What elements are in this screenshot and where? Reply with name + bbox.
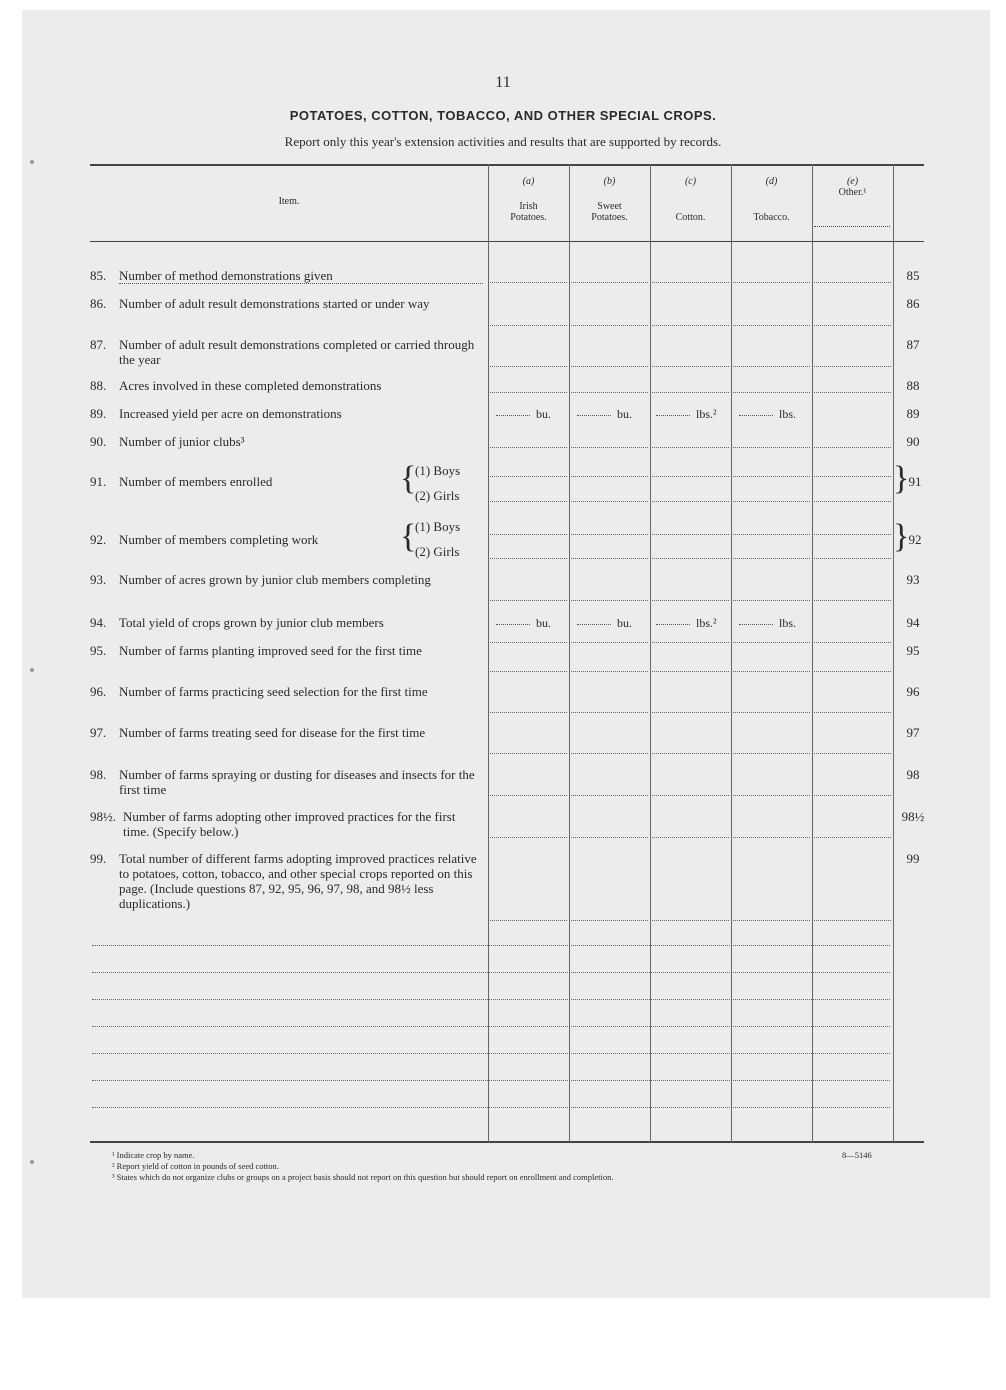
entry-line: [733, 392, 810, 393]
entry-line: [571, 712, 648, 713]
specify-line: [92, 1026, 890, 1027]
column-divider: [488, 164, 489, 1142]
footnote: ² Report yield of cotton in pounds of seed cotton.: [112, 1161, 279, 1171]
entry-line: [490, 366, 567, 367]
column-divider: [650, 164, 651, 1142]
entry-line: [733, 476, 810, 477]
header-rule: [90, 241, 924, 242]
entry-line: [652, 558, 729, 559]
unit-bu: bu.: [577, 407, 632, 422]
entry-line: [733, 753, 810, 754]
entry-line: [814, 476, 891, 477]
unit-lbs: lbs.²: [656, 616, 717, 631]
row-number: 85: [906, 268, 920, 283]
entry-line: [571, 366, 648, 367]
specify-line: [92, 1080, 890, 1081]
entry-line: [733, 558, 810, 559]
sub-label-girls: (2) Girls: [415, 488, 460, 503]
entry-line: [733, 366, 810, 367]
column-header-cotton: (c) Cotton.: [675, 176, 706, 223]
entry-line: [571, 392, 648, 393]
entry-line: [733, 920, 810, 921]
unit-lbs: lbs.²: [656, 407, 717, 422]
entry-line: [571, 920, 648, 921]
entry-line: [814, 501, 891, 502]
entry-line: [814, 392, 891, 393]
entry-line: [490, 920, 567, 921]
entry-line: [733, 642, 810, 643]
specify-line: [92, 1053, 890, 1054]
row-number: 91: [908, 474, 922, 489]
row-number: 97: [906, 725, 920, 740]
row-number: 88: [906, 378, 920, 393]
entry-line: [571, 447, 648, 448]
row-number: 86: [906, 296, 920, 311]
row-number: 98½: [901, 809, 925, 824]
entry-line: [652, 795, 729, 796]
entry-line: [490, 837, 567, 838]
margin-mark: [30, 160, 34, 164]
row-number: 87: [906, 337, 920, 352]
column-header-sweet-potatoes: (b) Sweet Potatoes.: [591, 176, 628, 223]
column-divider: [569, 164, 570, 1142]
entry-line: [733, 712, 810, 713]
entry-line: [571, 795, 648, 796]
entry-line: [571, 501, 648, 502]
sub-label-boys: (1) Boys: [415, 519, 461, 534]
entry-line: [814, 447, 891, 448]
page-number: 11: [495, 74, 511, 91]
specify-line: [92, 945, 890, 946]
entry-line: [814, 712, 891, 713]
entry-line: [490, 642, 567, 643]
entry-line: [733, 671, 810, 672]
entry-line: [652, 476, 729, 477]
entry-line: [490, 558, 567, 559]
entry-line: [490, 282, 567, 283]
row-number: 93: [906, 572, 920, 587]
row-number: 94: [906, 615, 920, 630]
entry-line: [652, 392, 729, 393]
footnote: ¹ Indicate crop by name.: [112, 1150, 195, 1160]
entry-line: [652, 325, 729, 326]
entry-line: [652, 712, 729, 713]
form-code: 8—5146: [842, 1150, 872, 1160]
entry-line: [733, 447, 810, 448]
unit-bu: bu.: [496, 616, 551, 631]
entry-line: [814, 753, 891, 754]
entry-line: [733, 600, 810, 601]
row-number: 98: [906, 767, 920, 782]
entry-line: [490, 671, 567, 672]
sub-label-girls: (2) Girls: [415, 544, 460, 559]
table-bottom-rule: [90, 1141, 924, 1143]
entry-line: [490, 325, 567, 326]
margin-mark: [30, 668, 34, 672]
entry-line: [814, 600, 891, 601]
entry-line: [733, 325, 810, 326]
column-divider: [893, 164, 894, 1142]
page-subtitle: Report only this year's extension activities and results that are supported by records.: [284, 134, 722, 149]
entry-line: [814, 671, 891, 672]
unit-lbs: lbs.: [739, 407, 796, 422]
entry-line: [490, 476, 567, 477]
brace: }: [893, 460, 910, 497]
entry-line: [652, 837, 729, 838]
entry-line: [571, 671, 648, 672]
entry-line: [490, 795, 567, 796]
entry-line: [652, 600, 729, 601]
entry-line: [571, 558, 648, 559]
sub-label-boys: (1) Boys: [415, 463, 461, 478]
margin-mark: [30, 1160, 34, 1164]
page-title: POTATOES, COTTON, TOBACCO, AND OTHER SPECIAL CROPS.: [289, 108, 717, 123]
entry-line: [652, 282, 729, 283]
unit-bu: bu.: [496, 407, 551, 422]
unit-bu: bu.: [577, 616, 632, 631]
entry-line: [814, 920, 891, 921]
table-top-rule: [90, 164, 924, 166]
specify-line: [92, 999, 890, 1000]
entry-line: [490, 753, 567, 754]
brace: }: [893, 518, 910, 555]
entry-line: [490, 501, 567, 502]
row-number: 90: [906, 434, 920, 449]
entry-line: [490, 534, 567, 535]
entry-line: [814, 366, 891, 367]
entry-line: [733, 501, 810, 502]
footnote: ³ States which do not organize clubs or groups on a project basis should not report on this question but should report on enrollment and completion.: [112, 1172, 614, 1182]
entry-line: [490, 392, 567, 393]
entry-line: [814, 558, 891, 559]
entry-line: [814, 534, 891, 535]
entry-line: [814, 325, 891, 326]
entry-line: [652, 671, 729, 672]
entry-line: [571, 534, 648, 535]
column-header-other: (e) Other.¹: [838, 176, 867, 198]
entry-line: [490, 447, 567, 448]
row-number: 96: [906, 684, 920, 699]
entry-line: [733, 534, 810, 535]
row-number: 99: [906, 851, 920, 866]
entry-line: [814, 642, 891, 643]
entry-line: [571, 282, 648, 283]
brace: {: [400, 460, 417, 497]
row-number: 95: [906, 643, 920, 658]
column-divider: [731, 164, 732, 1142]
entry-line: [490, 600, 567, 601]
item-column-header: Item.: [278, 196, 300, 207]
specify-line: [92, 1107, 890, 1108]
entry-line: [652, 501, 729, 502]
column-header-irish-potatoes: (a) Irish Potatoes.: [510, 176, 547, 223]
entry-line: [733, 795, 810, 796]
entry-line: [571, 600, 648, 601]
entry-line: [652, 447, 729, 448]
row-number: 92: [908, 532, 922, 547]
specify-line: [92, 972, 890, 973]
entry-line: [814, 795, 891, 796]
entry-line: [652, 534, 729, 535]
unit-lbs: lbs.: [739, 616, 796, 631]
column-header-tobacco: (d) Tobacco.: [753, 176, 790, 223]
entry-line: [814, 282, 891, 283]
entry-line: [571, 476, 648, 477]
other-crop-name-line: [814, 226, 890, 227]
entry-line: [814, 837, 891, 838]
column-divider: [812, 164, 813, 1142]
entry-line: [490, 712, 567, 713]
row-number: 89: [906, 406, 920, 421]
entry-line: [571, 753, 648, 754]
entry-line: [571, 837, 648, 838]
entry-line: [652, 920, 729, 921]
entry-line: [733, 837, 810, 838]
entry-line: [571, 642, 648, 643]
entry-line: [652, 642, 729, 643]
entry-line: [652, 366, 729, 367]
entry-line: [733, 282, 810, 283]
entry-line: [652, 753, 729, 754]
entry-line: [571, 325, 648, 326]
brace: {: [400, 518, 417, 555]
